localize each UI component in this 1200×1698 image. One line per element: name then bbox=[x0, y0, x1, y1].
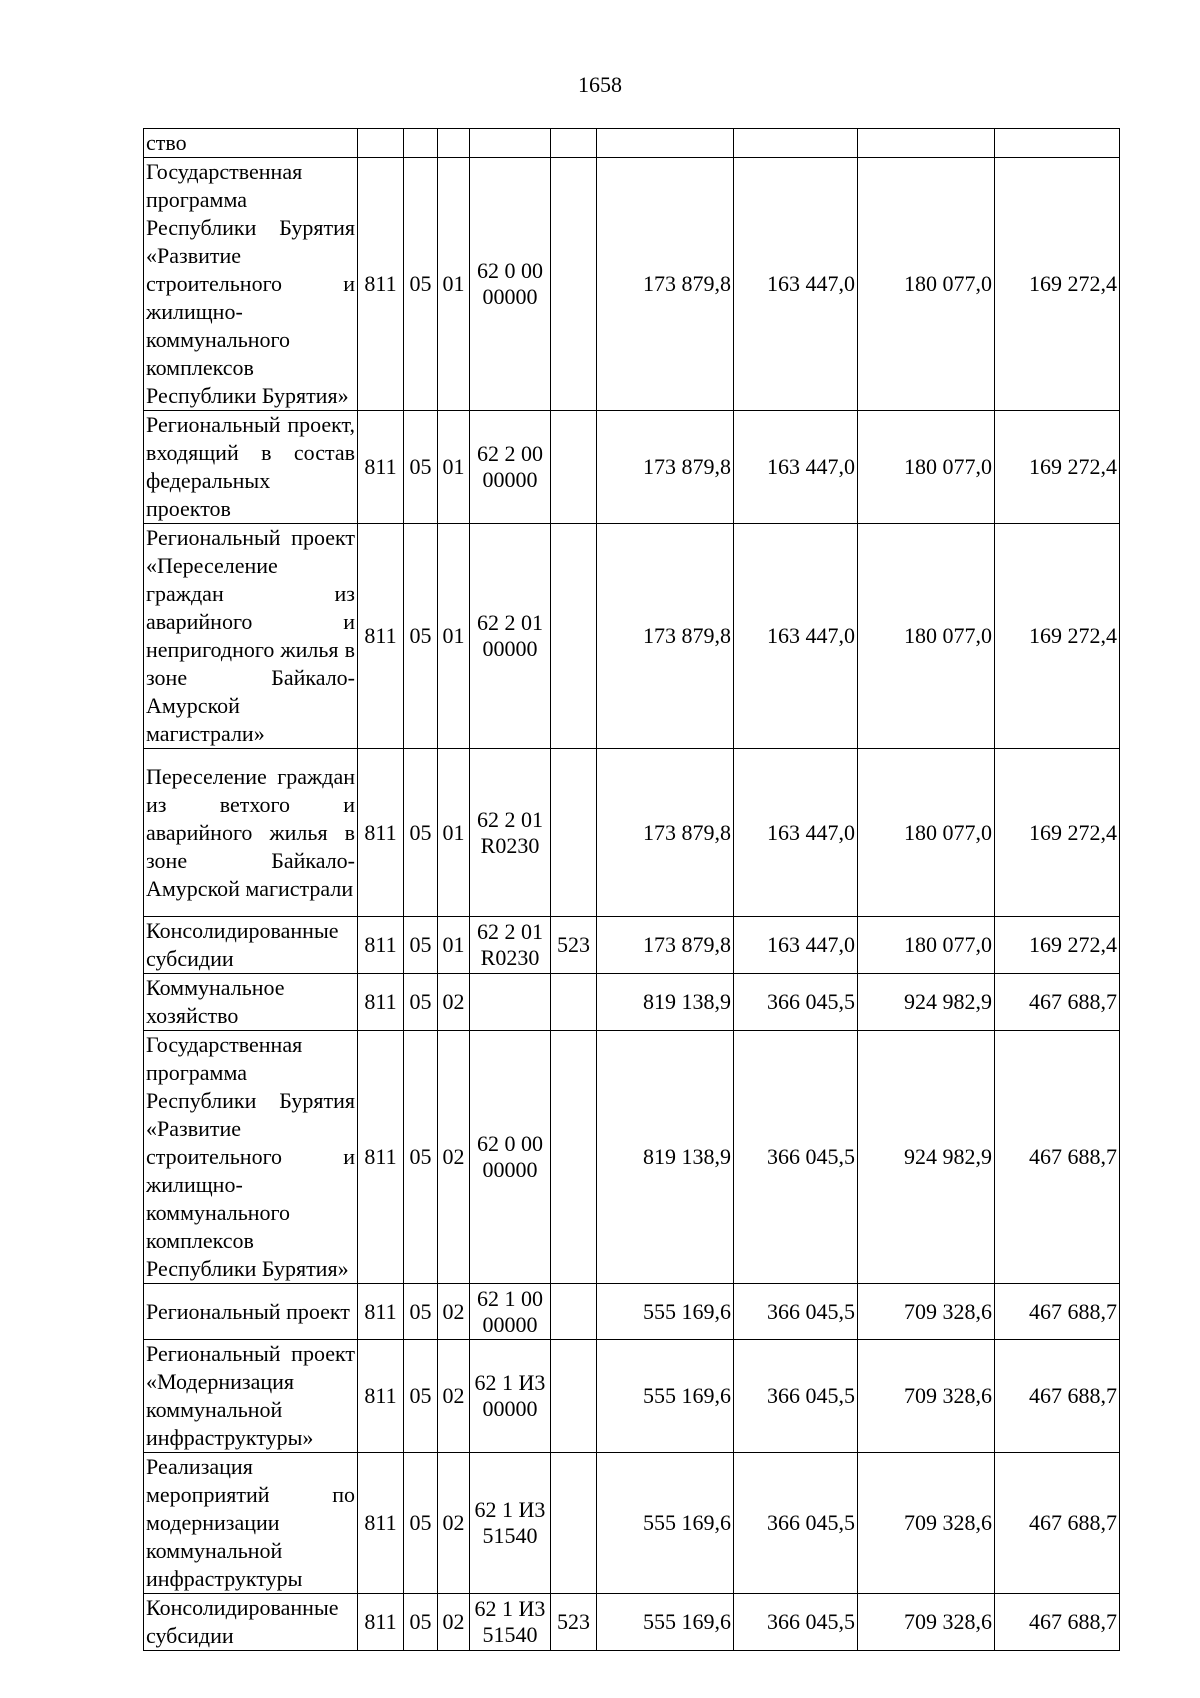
amount-year-2: 163 447,0 bbox=[734, 158, 858, 411]
expense-type bbox=[551, 158, 597, 411]
ministry-code: 811 bbox=[358, 1284, 404, 1340]
amount-year-2: 366 045,5 bbox=[734, 974, 858, 1031]
target-article: 62 0 00 00000 bbox=[470, 1031, 551, 1284]
row-name: Государственная программа Республики Бурятия «Развитие строительного и жилищно-коммунального комплексов Республики Бурятия» bbox=[144, 158, 358, 411]
section-code: 05 bbox=[404, 158, 438, 411]
ministry-code: 811 bbox=[358, 1031, 404, 1284]
section-code: 05 bbox=[404, 974, 438, 1031]
amount-year-3: 924 982,9 bbox=[858, 1031, 995, 1284]
amount-year-1: 173 879,8 bbox=[597, 524, 734, 749]
expense-type bbox=[551, 1031, 597, 1284]
amount-year-4: 467 688,7 bbox=[995, 1594, 1120, 1651]
subsection-code: 02 bbox=[438, 1340, 470, 1453]
amount-year-3: 180 077,0 bbox=[858, 411, 995, 524]
amount-year-3: 180 077,0 bbox=[858, 749, 995, 917]
row-name: Консолидированные субсидии bbox=[144, 1594, 358, 1651]
table-row bbox=[144, 1031, 1120, 1284]
target-article: 62 0 00 00000 bbox=[470, 158, 551, 411]
amount-year-1: 173 879,8 bbox=[597, 917, 734, 974]
table-row bbox=[144, 749, 1120, 917]
section-code bbox=[404, 129, 438, 158]
section-code: 05 bbox=[404, 1031, 438, 1284]
target-article: 62 1 И3 51540 bbox=[470, 1453, 551, 1594]
amount-year-2: 366 045,5 bbox=[734, 1594, 858, 1651]
ministry-code: 811 bbox=[358, 158, 404, 411]
section-code: 05 bbox=[404, 1594, 438, 1651]
amount-year-1: 173 879,8 bbox=[597, 411, 734, 524]
ministry-code: 811 bbox=[358, 1453, 404, 1594]
amount-year-1: 819 138,9 bbox=[597, 1031, 734, 1284]
row-name: Коммунальное хозяйство bbox=[144, 974, 358, 1031]
section-code: 05 bbox=[404, 1284, 438, 1340]
expense-type bbox=[551, 524, 597, 749]
amount-year-1 bbox=[597, 129, 734, 158]
amount-year-3: 709 328,6 bbox=[858, 1453, 995, 1594]
amount-year-4: 169 272,4 bbox=[995, 524, 1120, 749]
amount-year-1: 173 879,8 bbox=[597, 749, 734, 917]
subsection-code: 02 bbox=[438, 1031, 470, 1284]
amount-year-4: 169 272,4 bbox=[995, 411, 1120, 524]
subsection-code: 01 bbox=[438, 749, 470, 917]
subsection-code: 01 bbox=[438, 524, 470, 749]
target-article bbox=[470, 974, 551, 1031]
subsection-code bbox=[438, 129, 470, 158]
target-article bbox=[470, 129, 551, 158]
target-article: 62 1 00 00000 bbox=[470, 1284, 551, 1340]
table-row bbox=[144, 1340, 1120, 1453]
expense-type: 523 bbox=[551, 1594, 597, 1651]
table-row bbox=[144, 974, 1120, 1031]
expense-type bbox=[551, 1284, 597, 1340]
row-name: Региональный проект bbox=[144, 1284, 358, 1340]
expense-type bbox=[551, 129, 597, 158]
table-row bbox=[144, 1594, 1120, 1651]
amount-year-3: 709 328,6 bbox=[858, 1594, 995, 1651]
amount-year-2: 163 447,0 bbox=[734, 749, 858, 917]
table-row bbox=[144, 1284, 1120, 1340]
table-row bbox=[144, 158, 1120, 411]
row-name: Консолидированные субсидии bbox=[144, 917, 358, 974]
row-name: ство bbox=[144, 129, 358, 158]
amount-year-3: 709 328,6 bbox=[858, 1340, 995, 1453]
amount-year-1: 819 138,9 bbox=[597, 974, 734, 1031]
section-code: 05 bbox=[404, 749, 438, 917]
amount-year-2: 366 045,5 bbox=[734, 1284, 858, 1340]
ministry-code: 811 bbox=[358, 749, 404, 917]
amount-year-4: 467 688,7 bbox=[995, 1284, 1120, 1340]
table-row bbox=[144, 129, 1120, 158]
expense-type: 523 bbox=[551, 917, 597, 974]
expense-type bbox=[551, 749, 597, 917]
amount-year-3: 180 077,0 bbox=[858, 917, 995, 974]
ministry-code: 811 bbox=[358, 974, 404, 1031]
subsection-code: 01 bbox=[438, 158, 470, 411]
table-row bbox=[144, 411, 1120, 524]
ministry-code: 811 bbox=[358, 411, 404, 524]
subsection-code: 02 bbox=[438, 1594, 470, 1651]
amount-year-4: 467 688,7 bbox=[995, 1031, 1120, 1284]
amount-year-2: 366 045,5 bbox=[734, 1031, 858, 1284]
table-row bbox=[144, 524, 1120, 749]
subsection-code: 02 bbox=[438, 1453, 470, 1594]
amount-year-4: 169 272,4 bbox=[995, 158, 1120, 411]
table-row bbox=[144, 1453, 1120, 1594]
ministry-code: 811 bbox=[358, 1340, 404, 1453]
amount-year-2: 163 447,0 bbox=[734, 917, 858, 974]
section-code: 05 bbox=[404, 1340, 438, 1453]
amount-year-3: 180 077,0 bbox=[858, 158, 995, 411]
section-code: 05 bbox=[404, 1453, 438, 1594]
expense-type bbox=[551, 974, 597, 1031]
amount-year-3: 180 077,0 bbox=[858, 524, 995, 749]
ministry-code bbox=[358, 129, 404, 158]
expense-type bbox=[551, 1340, 597, 1453]
budget-table bbox=[143, 128, 1120, 1651]
amount-year-2: 366 045,5 bbox=[734, 1340, 858, 1453]
page-number: 1658 bbox=[578, 72, 622, 97]
target-article: 62 2 01 R0230 bbox=[470, 917, 551, 974]
amount-year-3: 924 982,9 bbox=[858, 974, 995, 1031]
amount-year-2 bbox=[734, 129, 858, 158]
amount-year-2: 366 045,5 bbox=[734, 1453, 858, 1594]
target-article: 62 1 И3 00000 bbox=[470, 1340, 551, 1453]
amount-year-2: 163 447,0 bbox=[734, 411, 858, 524]
row-name: Региональный проект «Переселение граждан из аварийного и непригодного жилья в зоне Байкало-Амурской магистрали» bbox=[144, 524, 358, 749]
row-name: Региональный проект, входящий в состав федеральных проектов bbox=[144, 411, 358, 524]
amount-year-2: 163 447,0 bbox=[734, 524, 858, 749]
section-code: 05 bbox=[404, 524, 438, 749]
amount-year-4 bbox=[995, 129, 1120, 158]
ministry-code: 811 bbox=[358, 917, 404, 974]
subsection-code: 02 bbox=[438, 1284, 470, 1340]
section-code: 05 bbox=[404, 917, 438, 974]
table-row bbox=[144, 917, 1120, 974]
target-article: 62 2 00 00000 bbox=[470, 411, 551, 524]
ministry-code: 811 bbox=[358, 524, 404, 749]
amount-year-1: 555 169,6 bbox=[597, 1453, 734, 1594]
amount-year-1: 173 879,8 bbox=[597, 158, 734, 411]
amount-year-3 bbox=[858, 129, 995, 158]
subsection-code: 01 bbox=[438, 917, 470, 974]
subsection-code: 01 bbox=[438, 411, 470, 524]
target-article: 62 2 01 R0230 bbox=[470, 749, 551, 917]
target-article: 62 2 01 00000 bbox=[470, 524, 551, 749]
row-name: Реализация мероприятий по модернизации коммунальной инфраструктуры bbox=[144, 1453, 358, 1594]
row-name: Государственная программа Республики Бурятия «Развитие строительного и жилищно-коммунального комплексов Республики Бурятия» bbox=[144, 1031, 358, 1284]
row-name: Переселение граждан из ветхого и аварийного жилья в зоне Байкало-Амурской магистрали bbox=[144, 749, 358, 917]
amount-year-4: 467 688,7 bbox=[995, 974, 1120, 1031]
section-code: 05 bbox=[404, 411, 438, 524]
subsection-code: 02 bbox=[438, 974, 470, 1031]
expense-type bbox=[551, 411, 597, 524]
ministry-code: 811 bbox=[358, 1594, 404, 1651]
amount-year-1: 555 169,6 bbox=[597, 1284, 734, 1340]
amount-year-1: 555 169,6 bbox=[597, 1594, 734, 1651]
amount-year-4: 467 688,7 bbox=[995, 1340, 1120, 1453]
row-name: Региональный проект «Модернизация коммунальной инфраструктуры» bbox=[144, 1340, 358, 1453]
amount-year-4: 169 272,4 bbox=[995, 917, 1120, 974]
target-article: 62 1 И3 51540 bbox=[470, 1594, 551, 1651]
expense-type bbox=[551, 1453, 597, 1594]
amount-year-4: 467 688,7 bbox=[995, 1453, 1120, 1594]
amount-year-4: 169 272,4 bbox=[995, 749, 1120, 917]
amount-year-1: 555 169,6 bbox=[597, 1340, 734, 1453]
amount-year-3: 709 328,6 bbox=[858, 1284, 995, 1340]
